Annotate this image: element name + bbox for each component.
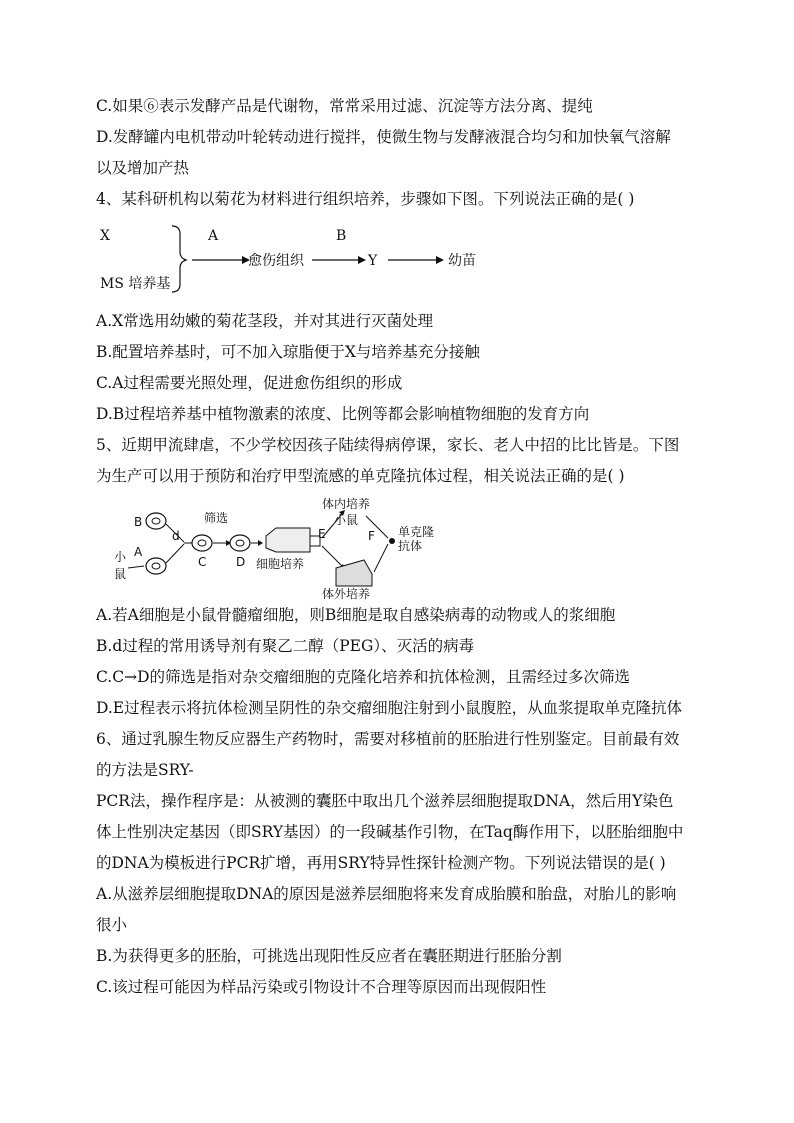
- fig4-bracket: [172, 226, 186, 292]
- fig5-dd-label: D: [236, 555, 246, 569]
- fig5-in-vitro: 体外培养: [322, 587, 371, 600]
- option-a-q5: A.若A细胞是小鼠骨髓瘤细胞，则B细胞是取自感染病毒的动物或人的浆细胞: [96, 606, 616, 624]
- fig5-mouse-2: 鼠: [114, 567, 127, 581]
- fig5-d-cell: [230, 535, 250, 551]
- tissue-culture-diagram: [96, 222, 516, 298]
- fig5-mab-1: 单克隆: [398, 525, 435, 539]
- fig4-arrowhead-c: [436, 256, 444, 264]
- option-d-q5: D.E过程表示将抗体检测呈阴性的杂交瘤细胞注射到小鼠腹腔，从血浆提取单克隆抗体: [96, 699, 683, 717]
- question-6-stem-5: 的DNA为模板进行PCR扩增，再用SRY特异性探针检测产物。下列说法错误的是( ): [96, 854, 666, 872]
- option-b-q6: B.为获得更多的胚胎，可挑选出现阳性反应者在囊胚期进行胚胎分割: [96, 947, 562, 965]
- option-c-q4: C.A过程需要光照处理，促进愈伤组织的形成: [96, 374, 403, 392]
- fig4-x-label: X: [100, 228, 110, 244]
- fig5-mouse-1: 小: [114, 550, 127, 564]
- fig4-step-b: B: [336, 228, 347, 244]
- fig5-mab-2: 抗体: [398, 539, 423, 553]
- fig5-b-label: B: [134, 515, 143, 529]
- fig5-vitro-vessel: [336, 560, 372, 586]
- fig4-medium-label: MS 培养基: [100, 276, 171, 292]
- fig5-merge-a: [166, 544, 184, 563]
- question-6-stem-4: 体上性别决定基因（即SRY基因）的一段碱基作引物，在Taq酶作用下，以胚胎细胞中: [96, 823, 684, 841]
- fig4-seedling: 幼苗: [448, 253, 476, 269]
- fig5-c-label: C: [198, 555, 207, 569]
- fig5-screening: 筛选: [204, 511, 229, 525]
- fig5-arrow-f-bottom: [374, 544, 388, 572]
- fig5-cell-culture: 细胞培养: [256, 557, 305, 571]
- fig4-arrowhead-b: [358, 256, 366, 264]
- option-a-q6: A.从滋养层细胞提取DNA的原因是滋养层细胞将来发育成胎膜和胎盘，对胎儿的影响: [96, 885, 677, 903]
- fig5-e-label: E: [318, 527, 326, 541]
- option-b-q4: B.配置培养基时，可不加入琼脂便于X与培养基充分接触: [96, 343, 480, 361]
- option-d-q3: D.发酵罐内电机带动叶轮转动进行搅拌，使微生物与发酵液混合均匀和加快氧气溶解: [96, 128, 671, 146]
- fig4-callus: 愈伤组织: [248, 253, 304, 269]
- fig5-d-label: d: [172, 529, 180, 543]
- option-b-q5: B.d过程的常用诱导剂有聚乙二醇（PEG）、灭活的病毒: [96, 637, 475, 655]
- option-a-q4: A.X常选用幼嫩的菊花茎段，并对其进行灭菌处理: [96, 312, 434, 330]
- fig5-b-cell: [146, 513, 166, 529]
- fig4-y-label: Y: [368, 253, 378, 269]
- fig5-a-label: A: [134, 545, 143, 559]
- option-c-q5: C.C→D的筛选是指对杂交瘤细胞的克隆化培养和抗体检测，且需经过多次筛选: [96, 668, 631, 686]
- option-c-q3: C.如果⑥表示发酵产品是代谢物，常常采用过滤、沉淀等方法分离、提纯: [96, 97, 593, 115]
- option-d-q4: D.B过程培养基中植物激素的浓度、比例等都会影响植物细胞的发育方向: [96, 405, 590, 423]
- fig5-arrow-in-vitro: [322, 546, 342, 566]
- fig4-step-a: A: [208, 228, 219, 244]
- monoclonal-antibody-diagram: [110, 494, 450, 600]
- fig5-flask: [266, 528, 310, 552]
- fig5-arrowhead-culture: [258, 540, 263, 546]
- fig5-in-vivo-mouse: 小鼠: [334, 513, 359, 527]
- fig5-mouse-arrow: [128, 566, 144, 568]
- option-d-q3-cont: 以及增加产热: [96, 159, 190, 177]
- question-5-stem: 5、近期甲流肆虐，不少学校因孩子陆续得病停课，家长、老人中招的比比皆是。下图: [96, 436, 680, 454]
- fig5-product-dot: [389, 538, 395, 544]
- question-4-stem: 4、某科研机构以菊花为材料进行组织培养，步骤如下图。下列说法正确的是( ): [96, 190, 635, 208]
- fig5-in-vivo: 体内培养: [322, 497, 371, 511]
- option-a-q6-cont: 很小: [96, 916, 128, 934]
- fig5-a-cell: [146, 558, 166, 574]
- question-6-stem-1: 6、通过乳腺生物反应器生产药物时，需要对移植前的胚胎进行性别鉴定。目前最有效: [96, 730, 680, 748]
- question-6-stem-3: PCR法，操作程序是：从被测的囊胚中取出几个滋养层细胞提取DNA，然后用Y染色: [96, 792, 674, 810]
- option-c-q6: C.该过程可能因为样品污染或引物设计不合理等原因而出现假阳性: [96, 978, 547, 996]
- fig5-f-label: F: [368, 529, 375, 543]
- question-5-stem-cont: 为生产可以用于预防和治疗甲型流感的单克隆抗体过程，相关说法正确的是( ): [96, 467, 625, 485]
- fig5-c-cell: [192, 535, 212, 551]
- question-6-stem-2: 的方法是SRY-: [96, 761, 194, 779]
